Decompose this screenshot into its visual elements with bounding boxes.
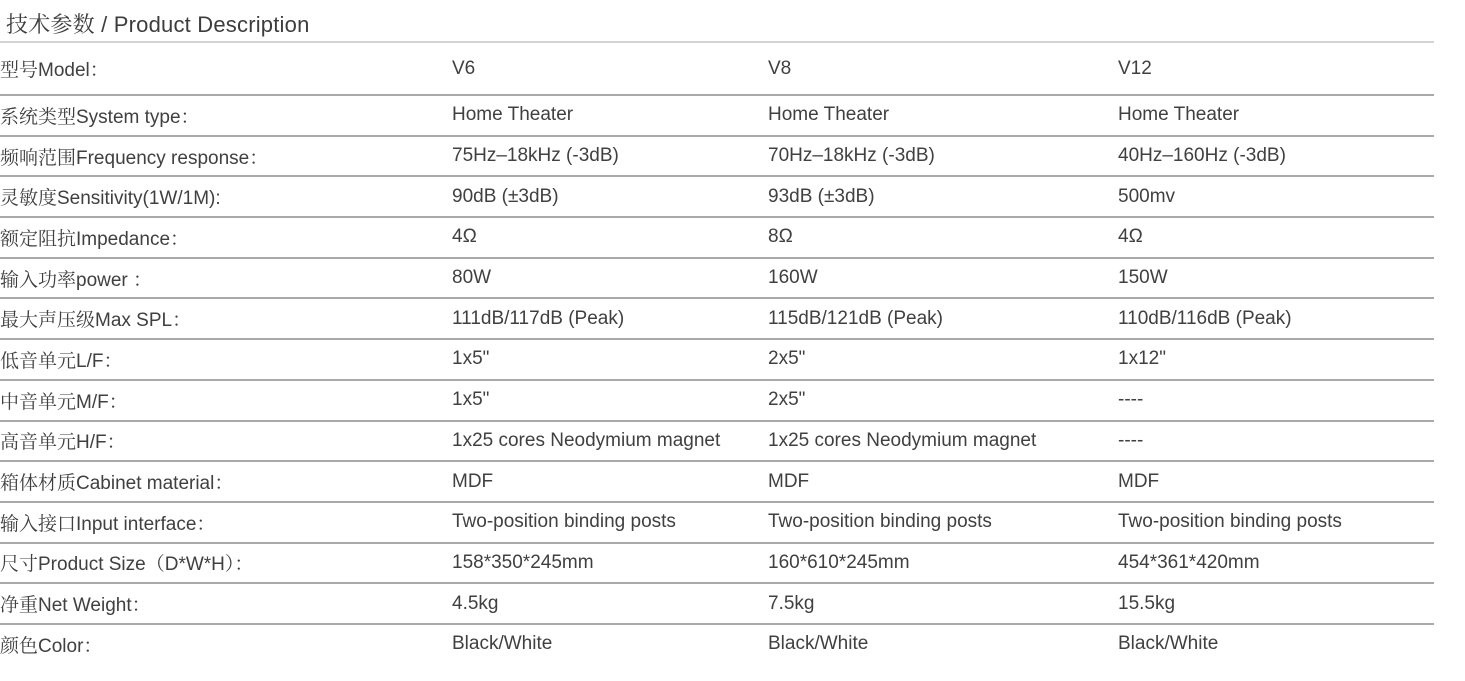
value-v8: 8Ω [768, 217, 1118, 258]
table-row [0, 624, 1434, 664]
value-v12: Black/White [1118, 633, 1219, 655]
table-row [0, 258, 1434, 299]
value-v12: 150W [1118, 258, 1434, 299]
value-v12: 1x12" [1118, 339, 1434, 380]
value-v8: 1x25 cores Neodymium magnet [768, 421, 1118, 462]
table-row [0, 176, 1434, 217]
value-v12: MDF [1118, 461, 1434, 502]
value-v8: MDF [768, 461, 1118, 502]
value-v6: 90dB (±3dB) [452, 176, 768, 217]
row-label: 输入功率power ： [0, 258, 452, 299]
table-row [0, 339, 1434, 380]
value-v8: 7.5kg [768, 583, 1118, 624]
value-v12: 454*361*420mm [1118, 543, 1434, 584]
value-v6: 75Hz–18kHz (-3dB) [452, 136, 768, 177]
value-v6: 158*350*245mm [452, 543, 768, 584]
value-v8: 2x5" [768, 380, 1118, 421]
value-v12: 15.5kg [1118, 583, 1434, 624]
row-label: 最大声压级Max SPL： [0, 298, 452, 339]
value-v6: Two-position binding posts [452, 502, 768, 543]
value-v8: V8 [768, 43, 1118, 95]
value-v6: Home Theater [452, 95, 768, 136]
row-label: 频响范围Frequency response： [0, 136, 452, 177]
value-v6: MDF [452, 461, 768, 502]
value-v6: 1x5" [452, 380, 768, 421]
value-v12: Home Theater [1118, 95, 1434, 136]
value-v6: 4.5kg [452, 583, 768, 624]
value-v12: ---- [1118, 421, 1434, 462]
value-v8: 2x5" [768, 339, 1118, 380]
value-v8: 93dB (±3dB) [768, 176, 1118, 217]
row-label: 额定阻抗Impedance： [0, 217, 452, 258]
value-v6: 111dB/117dB (Peak) [452, 298, 768, 339]
value-v12: V12 [1118, 43, 1434, 95]
value-v6: V6 [452, 43, 768, 95]
value-v12: 500mv [1118, 176, 1434, 217]
table-row [0, 217, 1434, 258]
row-label: 尺寸Product Size（D*W*H）： [0, 543, 452, 584]
value-v12: Two-position binding posts [1118, 502, 1434, 543]
value-v8: Two-position binding posts [768, 502, 1118, 543]
table-row [0, 380, 1434, 421]
value-v6: 1x25 cores Neodymium magnet [452, 421, 768, 462]
table-row [0, 136, 1434, 177]
value-v6: 4Ω [452, 217, 768, 258]
value-v12: 40Hz–160Hz (-3dB) [1118, 136, 1434, 177]
value-v8: 160W [768, 258, 1118, 299]
value-v8: Home Theater [768, 95, 1118, 136]
value-v6: 1x5" [452, 339, 768, 380]
value-v12: 4Ω [1118, 217, 1434, 258]
page-title: 技术参数 / Product Description [0, 0, 1434, 43]
table-row [0, 43, 1434, 95]
row-label: 箱体材质Cabinet material： [0, 461, 452, 502]
row-label: 中音单元M/F： [0, 380, 452, 421]
value-v8: Black/White [768, 633, 869, 655]
row-label: 系统类型System type： [0, 95, 452, 136]
row-label: 净重Net Weight： [0, 583, 452, 624]
table-row [0, 461, 1434, 502]
table-row [0, 95, 1434, 136]
row-label: 型号Model： [0, 43, 452, 95]
value-v8: 70Hz–18kHz (-3dB) [768, 136, 1118, 177]
value-v12: 110dB/116dB (Peak) [1118, 298, 1434, 339]
row-label: 输入接口Input interface： [0, 502, 452, 543]
value-v6: Black/White [452, 633, 553, 655]
value-v6: 80W [452, 258, 768, 299]
row-label: 灵敏度Sensitivity(1W/1M): [0, 176, 452, 217]
table-row [0, 583, 1434, 624]
spec-table-body [0, 43, 1434, 664]
row-label: 高音单元H/F： [0, 421, 452, 462]
table-row [0, 421, 1434, 462]
table-row [0, 298, 1434, 339]
table-row [0, 543, 1434, 584]
value-v8: 160*610*245mm [768, 543, 1118, 584]
spec-table [0, 43, 1434, 664]
value-v8: 115dB/121dB (Peak) [768, 298, 1118, 339]
value-v12: ---- [1118, 380, 1434, 421]
table-row [0, 502, 1434, 543]
row-label: 颜色Color： [0, 635, 103, 657]
row-label: 低音单元L/F： [0, 339, 452, 380]
